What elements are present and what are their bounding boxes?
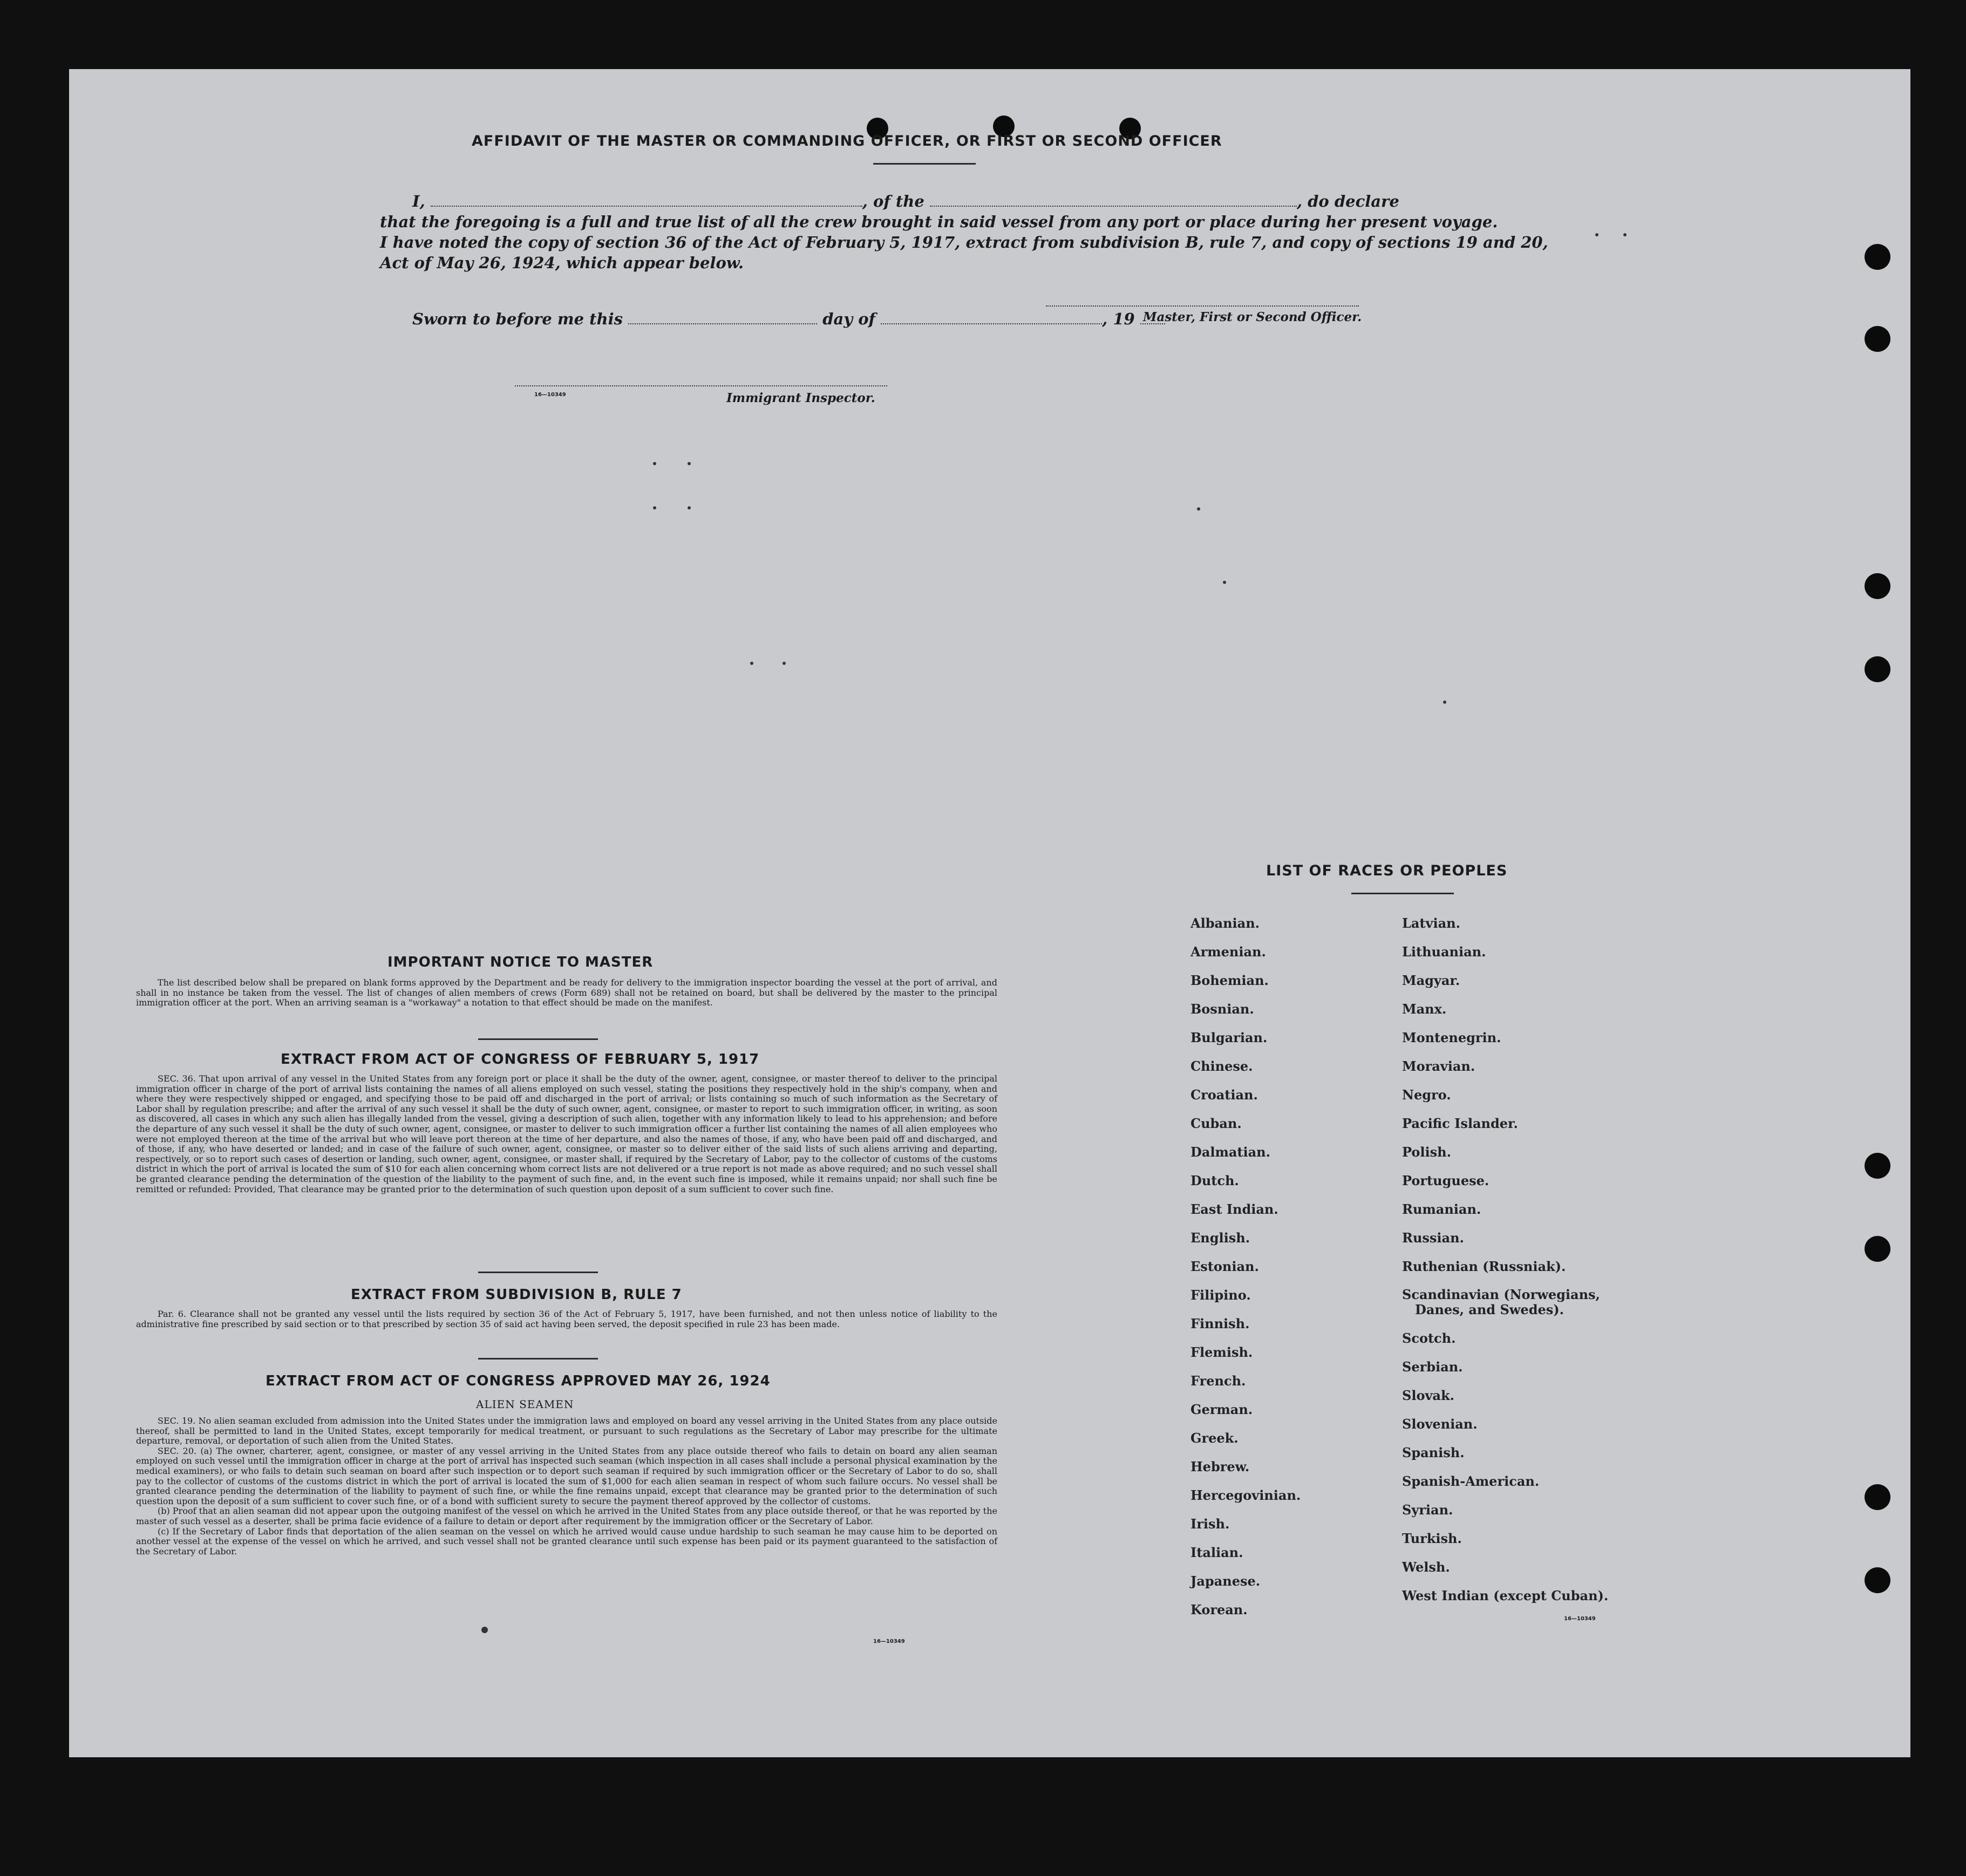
- race-item: Italian.: [1191, 1545, 1243, 1560]
- sworn-month-blank[interactable]: [881, 321, 1102, 324]
- race-item: Rumanian.: [1402, 1201, 1481, 1217]
- speck: [653, 462, 656, 465]
- extract-rule7-paragraph: Par. 6. Clearance shall not be granted any vessel until the lists required by section 36 of the Act of February 5, 1917, have been furnished, and not then unless notice of liability to the administrative fine prescribed by said section or to that prescribed by section 35 of said act having been served, the deposit specified in rule 23 has been made.: [136, 1309, 997, 1329]
- punch-hole: [1865, 244, 1890, 270]
- punch-hole: [1865, 1484, 1890, 1510]
- sworn-end: , 19: [1102, 310, 1135, 328]
- race-item: Slovak.: [1402, 1388, 1454, 1403]
- race-item: Pacific Islander.: [1402, 1116, 1518, 1131]
- affidavit-line1-end: , do declare: [1296, 192, 1399, 210]
- race-item: Moravian.: [1402, 1058, 1475, 1074]
- race-item: West Indian (except Cuban).: [1402, 1588, 1609, 1603]
- race-item: Ruthenian (Russniak).: [1402, 1259, 1566, 1274]
- race-item-line: Danes, and Swedes).: [1415, 1302, 1564, 1317]
- races-title: LIST OF RACES OR PEOPLES: [1266, 862, 1508, 879]
- affidavit-line-2: that the foregoing is a full and true list of all the crew brought in said vessel from any port or place during her present voyage.: [380, 213, 1498, 231]
- sec20c-paragraph: (c) If the Secretary of Labor finds that deportation of the alien seaman on the vessel on which he arrived would cause undue hardship to such seaman he may cause him to be deported on another vessel at the expense of the vessel on which he arrived, and such vessel shall not be granted clearance until such expense has been paid or its payment guaranteed to the satisfaction of the Secretary of Labor.: [136, 1526, 997, 1556]
- race-item-line: Scandinavian (Norwegians,: [1402, 1287, 1600, 1302]
- extract-1917-title: EXTRACT FROM ACT OF CONGRESS OF FEBRUARY 5, 1917: [281, 1051, 760, 1068]
- sec20b-paragraph: (b) Proof that an alien seaman did not appear upon the outgoing manifest of the vessel on which he arrived in the United States from any place outside thereof, or that he was reported by the master of such vessel as a deserter, shall be prima facie evidence of a failure to detain or deport after requirement by the immigration officer or the Secretary of Labor.: [136, 1506, 997, 1526]
- sworn-line: [412, 310, 1483, 328]
- race-item: English.: [1191, 1230, 1250, 1246]
- sworn-mid: day of: [822, 310, 876, 328]
- affidavit-line-4: Act of May 26, 1924, which appear below.: [380, 254, 744, 272]
- race-item: Irish.: [1191, 1516, 1230, 1532]
- race-item: Bulgarian.: [1191, 1030, 1268, 1045]
- race-item: Polish.: [1402, 1144, 1451, 1160]
- race-item: Turkish.: [1402, 1531, 1462, 1546]
- race-item: Hebrew.: [1191, 1459, 1250, 1474]
- race-item: Armenian.: [1191, 944, 1266, 960]
- race-item: Bosnian.: [1191, 1001, 1254, 1017]
- race-item: Dutch.: [1191, 1173, 1239, 1188]
- speck: [688, 506, 691, 509]
- extract-1917-rule: [478, 1272, 598, 1273]
- race-item: Greek.: [1191, 1430, 1239, 1446]
- extract-rule7-rule: [478, 1358, 598, 1360]
- speck: [688, 462, 691, 465]
- sec19-paragraph: SEC. 19. No alien seaman excluded from admission into the United States under the immigration laws and employed on board any vessel arriving in the United States from any place outside thereof, shall be permitted to land in the United States, except temporarily for medical treatment, or pursuant to such regulations as the Secretary of Labor may prescribe for the ultimate departure, removal, or deportation of such alien from the United States.: [136, 1416, 997, 1446]
- speck: [653, 506, 656, 509]
- name-blank[interactable]: [431, 203, 862, 207]
- speck: [1443, 701, 1446, 704]
- master-signature-line[interactable]: [1046, 305, 1359, 307]
- affidavit-title: AFFIDAVIT OF THE MASTER OR COMMANDING OFFICER, OR FIRST OR SECOND OFFICER: [472, 133, 1222, 149]
- notice-text: [136, 978, 997, 1008]
- race-item: Cuban.: [1191, 1116, 1242, 1131]
- extract-1917-text: [136, 1074, 997, 1194]
- affidavit-line-1: [380, 192, 1451, 210]
- extract-1917-paragraph: SEC. 36. That upon arrival of any vessel in the United States from any foreign port or place it shall be the duty of the owner, agent, consignee, or master thereof to deliver to the principal immigration officer in charge of the port of arrival lists containing the names of all aliens employed on such vessel, stating the positions they respectively hold in the ship's company, when and where they were respectively shipped or engaged, and specifying those to be paid off and discharged in the port of arrival; or lists containing so much of such information as the Secretary of Labor shall by regulation prescribe; and after the arrival of any such vessel it shall be the duty of such owner, agent, consignee, or master to report to such immigration officer, in writing, as soon as discovered, all cases in which any such alien has illegally landed from the vessel, giving a description of such alien, together with any information likely to lead to his apprehension; and before the departure of any such vessel it shall be the duty of such owner, agent, consignee, or master to deliver to such immigration officer a further list containing the names of all alien employees who were not employed thereon at the time of the arrival but who will leave port thereon at the time of her departure, and also the names of those, if any, who have been paid off and discharged, and of those, if any, who have deserted or landed; and in case of the failure of such owner, agent, consignee, or master so to deliver either of the said lists of such aliens arriving and departing, respectively, or so to report such cases of desertion or landing, such owner, agent, consignee, or master shall, if required by the Secretary of Labor, pay to the collector of customs of the customs district in which the port of arrival is located the sum of $10 for each alien concerning whom correct lists are not delivered or a true report is not made as above required; and no such vessel shall be granted clearance pending the determination of the question of the liability to the payment of such fine, and, in the event such fine is imposed, while it remains unpaid; nor shall such fine be remitted or refunded: Provided, That clearance may be granted prior to the determination of such question upon deposit of a sum sufficient to cover such fine.: [136, 1073, 997, 1194]
- race-item: Magyar.: [1402, 973, 1460, 988]
- speck: [783, 662, 786, 665]
- extract-1924-title: EXTRACT FROM ACT OF CONGRESS APPROVED MAY 26, 1924: [266, 1373, 771, 1389]
- speck: [481, 1627, 488, 1633]
- punch-hole: [1865, 326, 1890, 352]
- affidavit-form-number: 16—10349: [534, 392, 566, 398]
- document-page: [69, 69, 1910, 1757]
- sworn-start: Sworn to before me this: [412, 310, 623, 328]
- extract-1924-form-number: 16—10349: [873, 1639, 905, 1644]
- vessel-blank[interactable]: [930, 203, 1297, 207]
- extract-1924-subtitle: ALIEN SEAMEN: [476, 1398, 574, 1411]
- race-item: Spanish-American.: [1402, 1473, 1540, 1489]
- speck: [1223, 581, 1226, 584]
- notice-rule: [478, 1038, 598, 1040]
- race-item-multiline: [1402, 1281, 1608, 1324]
- speck: [750, 662, 753, 665]
- race-item: Korean.: [1191, 1602, 1248, 1617]
- race-item: French.: [1191, 1373, 1246, 1389]
- extract-rule7-text: [136, 1309, 997, 1329]
- speck: [1595, 233, 1598, 236]
- affidavit-line1-mid: , of the: [862, 192, 924, 210]
- affidavit-line-3: I have noted the copy of section 36 of the Act of February 5, 1917, extract from subdivision B, rule 7, and copy of sections 19 and 20,: [380, 233, 1548, 252]
- punch-hole: [1865, 1236, 1890, 1262]
- race-item: Montenegrin.: [1402, 1030, 1501, 1045]
- sec20a-paragraph: SEC. 20. (a) The owner, charterer, agent, consignee, or master of any vessel arriving in the United States from any place outside thereof who fails to detain on board any alien seaman employed on such vessel until the immigration officer in charge at the port of arrival has inspected such seaman (which inspection in all cases shall include a personal physical examination by the medical examiners), or who fails to detain such seaman on board after such inspection or to deport such seaman if required by such immigration officer or the Secretary of Labor to do so, shall pay to the collector of customs of the customs district in which the port of arrival is located the sum of $1,000 for each alien seaman in respect of whom such failure occurs. No vessel shall be granted clearance pending the determination of the liability to payment of such fine, or while the fine remains unpaid, except that clearance may be granted prior to the determination of such question upon the deposit of a sum sufficient to cover such fine, or of a bond with sufficient surety to secure the payment thereof approved by the collector of customs.: [136, 1445, 997, 1506]
- race-item: Croatian.: [1191, 1087, 1258, 1103]
- race-item: Negro.: [1402, 1087, 1451, 1103]
- notice-title: IMPORTANT NOTICE TO MASTER: [387, 954, 654, 970]
- punch-hole: [1865, 1153, 1890, 1179]
- sworn-day-blank[interactable]: [628, 321, 817, 324]
- affidavit-title-rule: [873, 163, 976, 165]
- inspector-signature-line[interactable]: [515, 385, 887, 386]
- race-item: Russian.: [1402, 1230, 1464, 1246]
- races-title-rule: [1351, 893, 1454, 894]
- punch-hole: [1865, 1567, 1890, 1593]
- speck: [1197, 507, 1200, 511]
- race-item: Latvian.: [1402, 915, 1460, 931]
- race-item: Bohemian.: [1191, 973, 1269, 988]
- race-item: Scotch.: [1402, 1330, 1456, 1346]
- inspector-label: Immigrant Inspector.: [726, 391, 875, 405]
- race-item: Welsh.: [1402, 1559, 1450, 1575]
- races-left-column: [1191, 909, 1301, 1624]
- race-item: Manx.: [1402, 1001, 1447, 1017]
- extract-1924-text: [136, 1416, 997, 1556]
- races-right-column: [1402, 909, 1608, 1610]
- race-item: Albanian.: [1191, 915, 1260, 931]
- race-item: Portuguese.: [1402, 1173, 1489, 1188]
- race-item: Lithuanian.: [1402, 944, 1486, 960]
- race-item: Flemish.: [1191, 1344, 1253, 1360]
- race-item: East Indian.: [1191, 1201, 1278, 1217]
- extract-rule7-title: EXTRACT FROM SUBDIVISION B, RULE 7: [351, 1287, 682, 1303]
- race-item: Dalmatian.: [1191, 1144, 1270, 1160]
- race-item: Slovenian.: [1402, 1416, 1478, 1432]
- notice-paragraph: The list described below shall be prepared on blank forms approved by the Department and be ready for delivery to the immigration inspector boarding the vessel at the port of arrival, and shall in no instance be taken from the vessel. The list of changes of alien members of crews (Form 689) shall not be retained on board, but shall be delivered by the master to the principal immigration officer at the port. When an arriving seaman is a "workaway" a notation to that effect should be made on the manifest.: [136, 977, 997, 1008]
- race-item: Spanish.: [1402, 1445, 1465, 1460]
- race-item: Finnish.: [1191, 1316, 1250, 1331]
- speck: [1623, 233, 1627, 236]
- race-item: Syrian.: [1402, 1502, 1453, 1518]
- race-item: Chinese.: [1191, 1058, 1253, 1074]
- punch-hole: [1865, 573, 1890, 599]
- punch-hole: [1865, 656, 1890, 682]
- race-item: Serbian.: [1402, 1359, 1463, 1375]
- race-item: Estonian.: [1191, 1259, 1259, 1274]
- sworn-year-blank[interactable]: [1140, 321, 1165, 324]
- race-item: Japanese.: [1191, 1573, 1261, 1589]
- affidavit-line1-start: I,: [412, 192, 425, 210]
- race-item: Filipino.: [1191, 1287, 1251, 1303]
- races-form-number: 16—10349: [1564, 1616, 1596, 1622]
- master-signature-label: Master, First or Second Officer.: [1143, 310, 1362, 324]
- race-item: German.: [1191, 1402, 1253, 1417]
- race-item: Hercegovinian.: [1191, 1487, 1301, 1503]
